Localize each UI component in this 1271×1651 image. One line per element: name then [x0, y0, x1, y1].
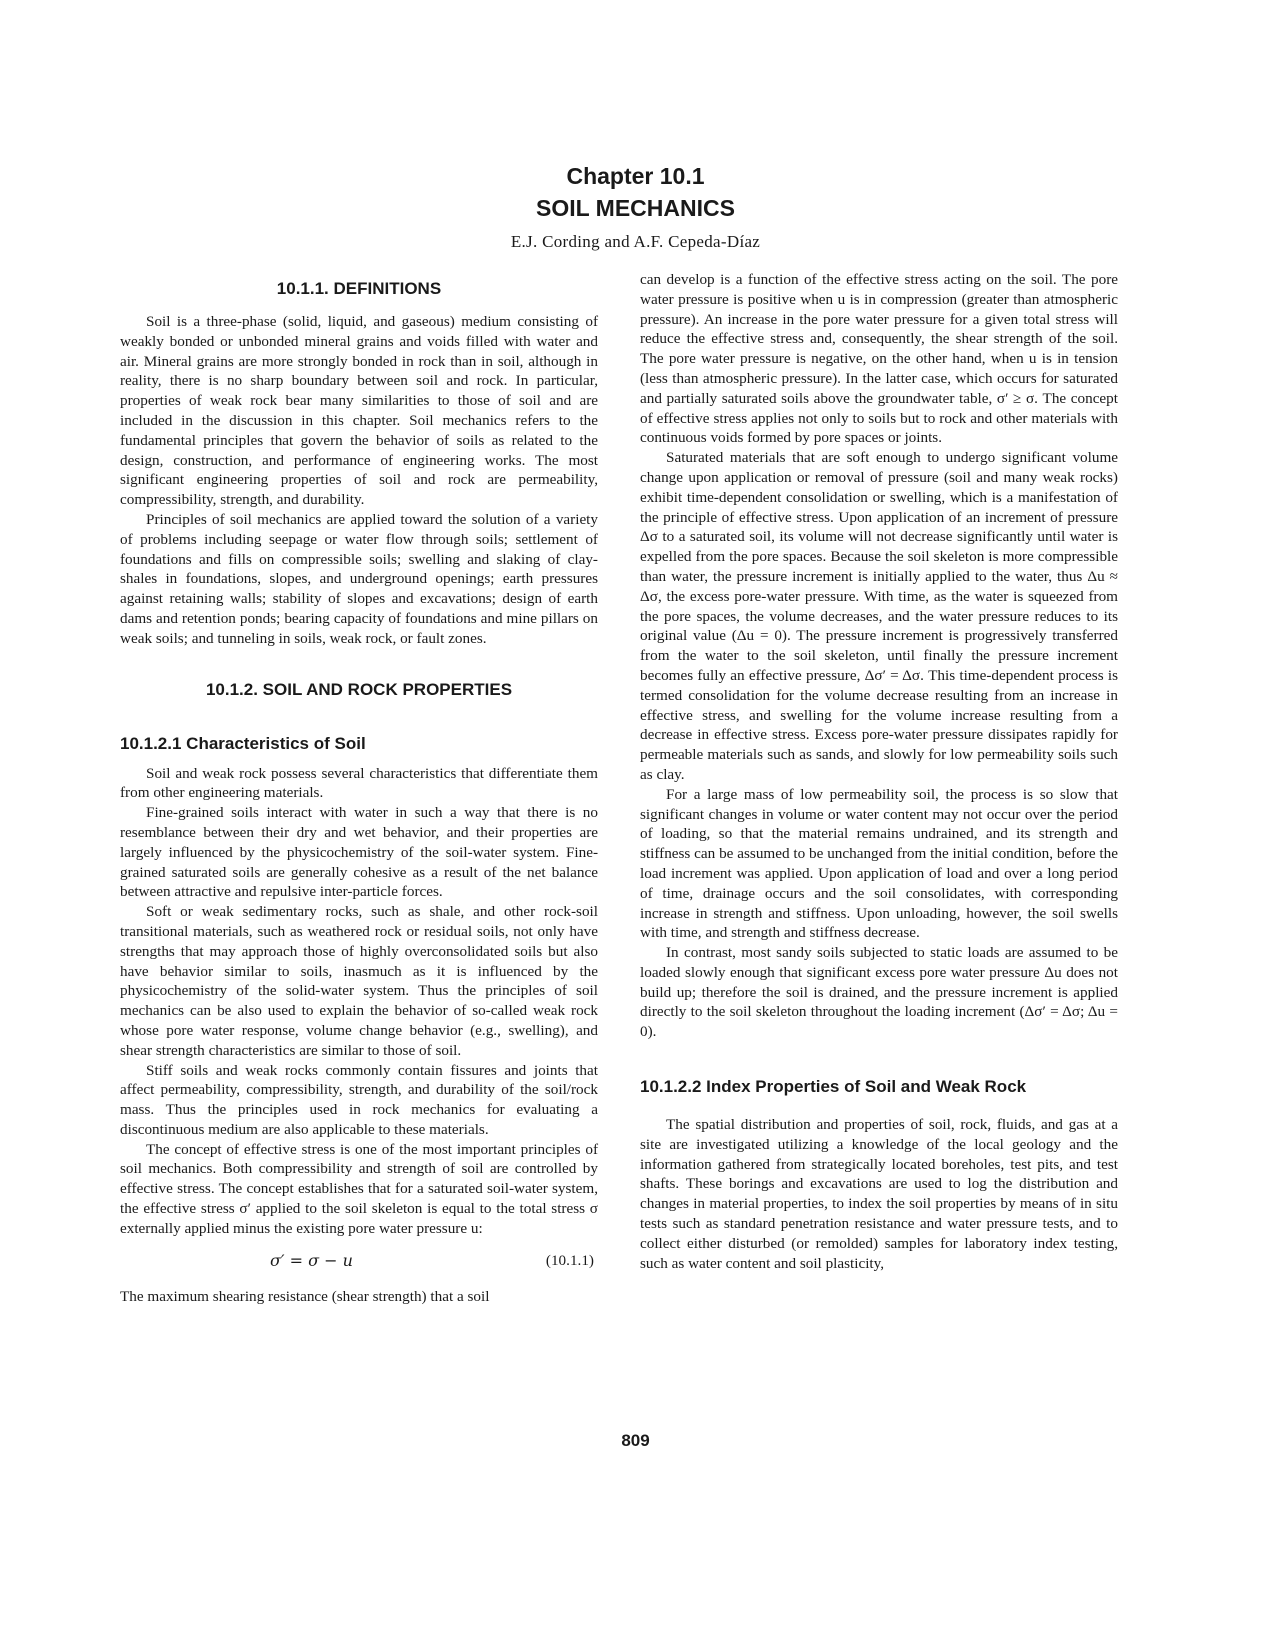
paragraph: can develop is a function of the effective stress acting on the soil. The pore water pressure is positive when u is in compression (greater than atmospheric pressure). An increase in the pore water pressure for a given total stress will reduce the effective stress and, consequently, the shear strength of the soil. The pore water pressure is negative, on the other hand, when u is in tension (less than atmospheric pressure). In the latter case, which occurs for saturated and partially saturated soils above the groundwater table, σ′ ≥ σ. The concept of effective stress applies not only to soils but to rock and other materials with continuous voids formed by pore spaces or joints.	[640, 271, 1118, 447]
page-number: 809	[621, 1431, 650, 1450]
section-heading-soil-rock-properties: 10.1.2. SOIL AND ROCK PROPERTIES	[205, 679, 513, 699]
equation-number: (10.1.1)	[545, 1251, 594, 1269]
chapter-number: Chapter 10.1	[566, 163, 705, 189]
chapter-title: SOIL MECHANICS	[536, 195, 735, 221]
paragraph: Principles of soil mechanics are applied toward the solution of a variety of problems including seepage or water flow through soils; settlement of foundations and fills on compressible soils; swelling and slaking of clay-shales in foundations, slopes, and underground openings; earth pressures against retaining walls; stability of slopes and excavations; design of earth dams and retention ponds; bearing capacity of foundations and mine pillars on weak soils; and tunneling in soils, weak rock, or fault zones.	[120, 510, 598, 647]
equation-body: σ′ = σ − u	[270, 1250, 353, 1270]
subsection-heading-characteristics: 10.1.2.1 Characteristics of Soil	[120, 733, 366, 753]
paragraph: In contrast, most sandy soils subjected to static loads are assumed to be loaded slowly enough that significant excess pore water pressure Δu does not build up; therefore the soil is drained, and the pressure increment is applied directly to the soil skeleton throughout the loading increment (Δσ′ = Δσ; Δu = 0).	[640, 944, 1118, 1041]
subsection-heading-index-properties: 10.1.2.2 Index Properties of Soil and Weak Rock	[640, 1077, 1027, 1097]
paragraph: Stiff soils and weak rocks commonly contain fissures and joints that affect permeability, compressibility, strength, and durability of the soil/rock mass. Thus the principles used in rock mechanics for evaluating a discontinuous medium are also applicable to these materials.	[120, 1061, 598, 1138]
paragraph: Saturated materials that are soft enough to undergo significant volume change upon application or removal of pressure (soil and many weak rocks) exhibit time-dependent consolidation or swelling, which is a manifestation of the principle of effective stress. Upon application of an increment of pressure Δσ to a saturated soil, its volume will not decrease significantly until water is expelled from the pore spaces. Because the soil skeleton is more compressible than water, the pressure increment is initially applied to the water, thus Δu ≈ Δσ, the excess pore-water pressure. With time, as the water is squeezed from the pore spaces, the volume decreases, and the water pressure reduces to its original value (Δu = 0). The pressure increment is progressively transferred from the water to the soil skeleton, until finally the pressure increment becomes fully an effective pressure, Δσ′ = Δσ. This time-dependent process is termed consolidation for the volume decrease resulting from an increase in effective stress, and swelling for the volume increase resulting from a decrease in effective stress. Excess pore-water pressure dissipates rapidly for permeable materials such as sands, and slowly for low permeability soils such as clay.	[640, 449, 1118, 783]
paragraph: The spatial distribution and properties of soil, rock, fluids, and gas at a site are investigated utilizing a knowledge of the local geology and the information gathered from strategically located boreholes, test pits, and test shafts. These borings and excavations are used to log the distribution and changes in material properties, to index the soil properties by means of in situ tests such as standard penetration resistance and water pressure tests, and to collect either disturbed (or remolded) samples for laboratory index testing, such as water content and soil plasticity,	[640, 1116, 1118, 1272]
right-column	[640, 270, 1118, 1273]
paragraph: Soil is a three-phase (solid, liquid, and gaseous) medium consisting of weakly bonded or unbonded mineral grains and voids filled with water and air. Mineral grains are more strongly bonded in rock than in soil, although in reality, there is no sharp boundary between soil and rock. In particular, properties of weak rock bear many similarities to those of soil and are included in the discussion in this chapter. Soil mechanics refers to the fundamental principles that govern the behavior of soils as related to the design, construction, and performance of engineering works. The most significant engineering properties of soil and rock are permeability, compressibility, strength, and durability.	[120, 313, 598, 509]
section-heading-definitions: 10.1.1. DEFINITIONS	[276, 279, 442, 298]
paragraph: The concept of effective stress is one of the most important principles of soil mechanics. Both compressibility and strength of soil are controlled by effective stress. The concept establishes that for a saturated soil-water system, the effective stress σ′ applied to the soil skeleton is equal to the total stress σ externally applied minus the existing pore water pressure u:	[120, 1140, 598, 1237]
chapter-authors: E.J. Cording and A.F. Cepeda-Díaz	[510, 232, 761, 251]
paragraph: Fine-grained soils interact with water in such a way that there is no resemblance between their dry and wet behavior, and their properties are largely influenced by the physicochemistry of the soil-water system. Fine-grained saturated soils are generally cohesive as a result of the net balance between attractive and repulsive inter-particle forces.	[120, 804, 598, 901]
paragraph: Soft or weak sedimentary rocks, such as shale, and other rock-soil transitional materials, such as weathered rock or residual soils, not only have strengths that may approach those of highly overconsolidated soils but also have behavior similar to soils, inasmuch as it is influenced by the physicochemistry of the solid-water system. Thus the principles of soil mechanics can be also used to explain the behavior of so-called weak rock whose pore water response, volume change behavior (e.g., swelling), and shear strength characteristics are similar to those of soil.	[120, 903, 598, 1059]
equation-10-1-1	[120, 1251, 598, 1275]
left-column	[120, 278, 598, 1306]
paragraph: The maximum shearing resistance (shear strength) that a soil	[120, 1287, 490, 1305]
paragraph: Soil and weak rock possess several characteristics that differentiate them from other engineering materials.	[120, 764, 598, 802]
paragraph: For a large mass of low permeability soil, the process is so slow that significant changes in volume or water content may not occur over the period of loading, so that the material remains undrained, and its strength and stiffness can be assumed to be unchanged from the initial condition, before the load increment was applied. Upon application of load and over a long period of time, drainage occurs and the soil consolidates, with corresponding increase in strength and stiffness. Upon unloading, however, the soil swells with time, and strength and stiffness decrease.	[640, 785, 1118, 942]
